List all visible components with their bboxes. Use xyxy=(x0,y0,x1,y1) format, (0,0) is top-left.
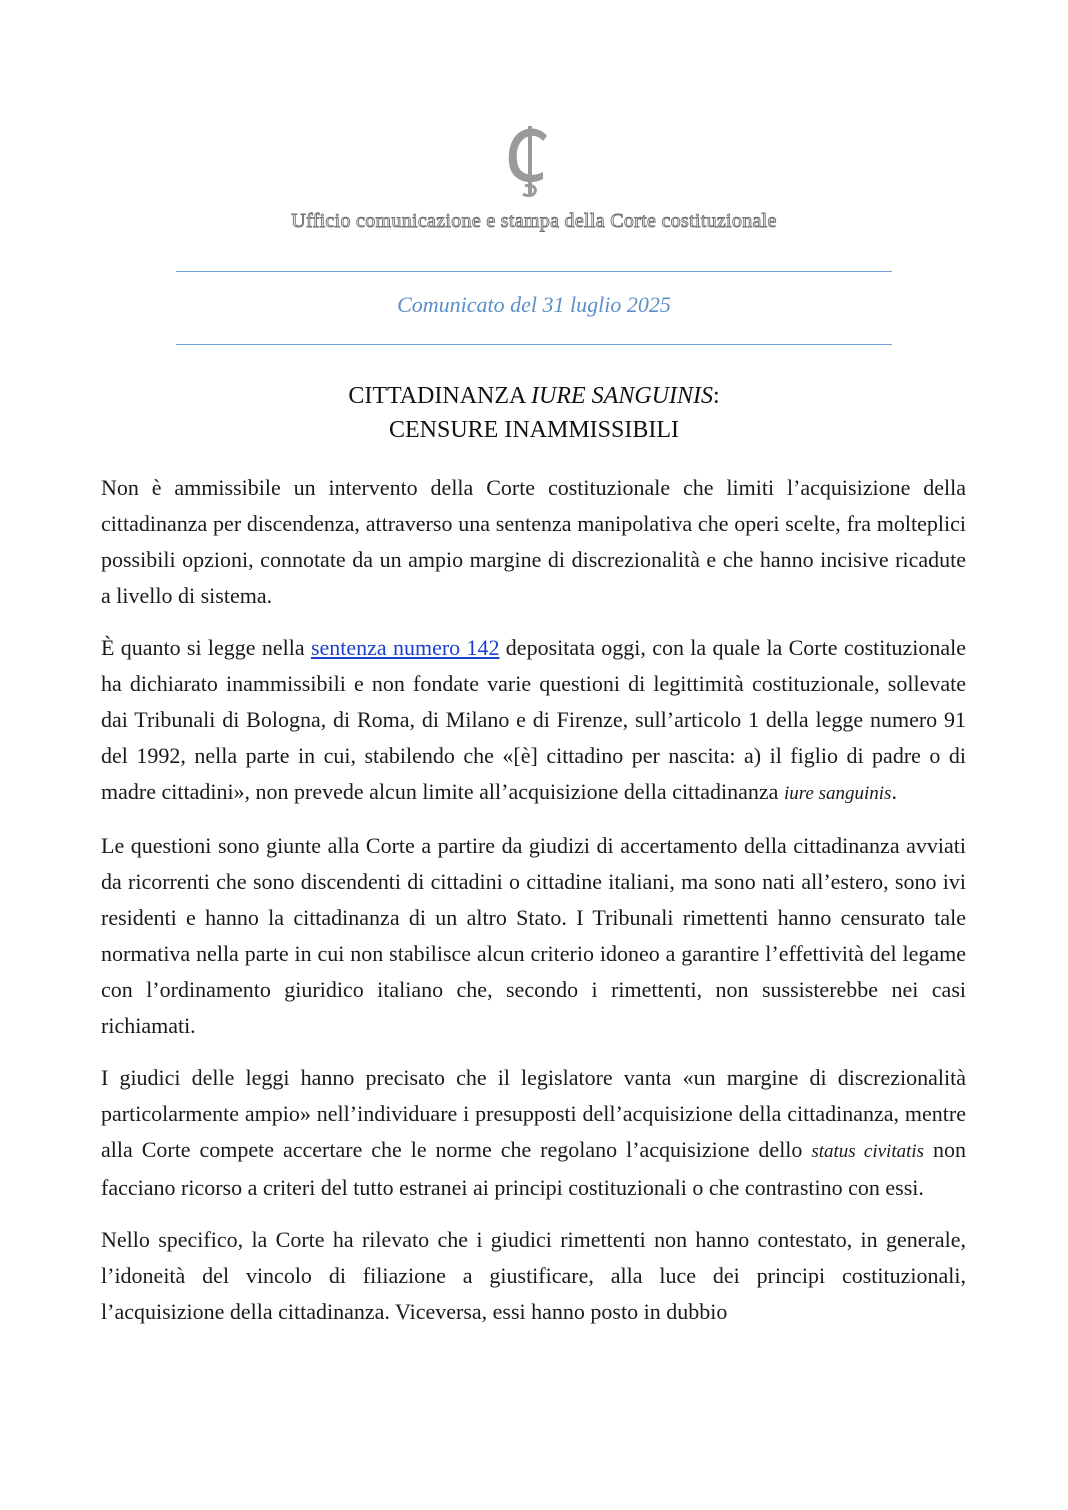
bottom-divider xyxy=(176,344,892,345)
dateline: Comunicato del 31 luglio 2025 xyxy=(397,292,671,317)
article-body xyxy=(101,470,966,1346)
top-divider xyxy=(176,271,892,272)
paragraph-1: Non è ammissibile un intervento della Corte costituzionale che limiti l’acquisizione della cittadinanza per discendenza, attraverso una sentenza manipolativa che operi scelte, fra molteplici possibili opzioni, connotate da un ampio margine di discrezionalità e che hanno incisive ricadute a livello di sistema. xyxy=(101,475,966,608)
sentenza-link[interactable]: sentenza numero 142 xyxy=(310,635,500,660)
headline xyxy=(0,379,1068,447)
paragraph-2: È quanto si legge nella sentenza numero 142 depositata oggi, con la quale la Corte costituzionale ha dichiarato inammissibili e non fondate varie questioni di legittimità costituzionale, sollevate dai Tribunali di Bologna, di Roma, di Milano e di Firenze, sull’articolo 1 della legge numero 91 del 1992, nella parte in cui, stabilendo che «[è] cittadino per nascita: a) il figlio di padre o di madre cittadini», non prevede alcun limite all’acquisizione della cittadinanza iure sanguinis. xyxy=(101,635,966,804)
paragraph-5: Nello specifico, la Corte ha rilevato che i giudici rimettenti non hanno contestato, in generale, l’idoneità del vincolo di filiazione a giustificare, alla luce dei principi costituzionali, l’acquisizione della cittadinanza. Viceversa, essi hanno posto in dubbio xyxy=(101,1227,966,1324)
headline-line-2: CENSURE INAMMISSIBILI xyxy=(388,417,679,443)
headline-line-1: CITTADINANZA IURE SANGUINIS: xyxy=(348,383,720,409)
headline-italic: IURE SANGUINIS xyxy=(531,383,713,409)
paragraph-4: I giudici delle leggi hanno precisato che il legislatore vanta «un margine di discrezionalità particolarmente ampio» nell’individuare i presupposti dell’acquisizione della cittadinanza, mentre alla Corte compete accertare che le norme che regolano l’acquisizione dello status civitatis non facciano ricorso a criteri del tutto estranei ai principi costituzionali o che contrastino con essi. xyxy=(101,1065,967,1200)
paragraph-3: Le questioni sono giunte alla Corte a partire da giudizi di accertamento della cittadinanza avviati da ricorrenti che sono discendenti di cittadini o cittadine italiani, ma sono nati all’estero, sono ivi residenti e hanno la cittadinanza di un altro Stato. I Tribunali rimettenti hanno censurato tale normativa nella parte in cui non stabilisce alcun criterio idoneo a garantire l’effettività del legame con l’ordinamento giuridico italiano che, secondo i rimettenti, non sussisterebbe nei casi richiamati. xyxy=(101,833,966,1038)
office-name: Ufficio comunicazione e stampa della Corte costituzionale xyxy=(291,210,777,232)
corte-costituzionale-logo-icon xyxy=(501,124,561,198)
